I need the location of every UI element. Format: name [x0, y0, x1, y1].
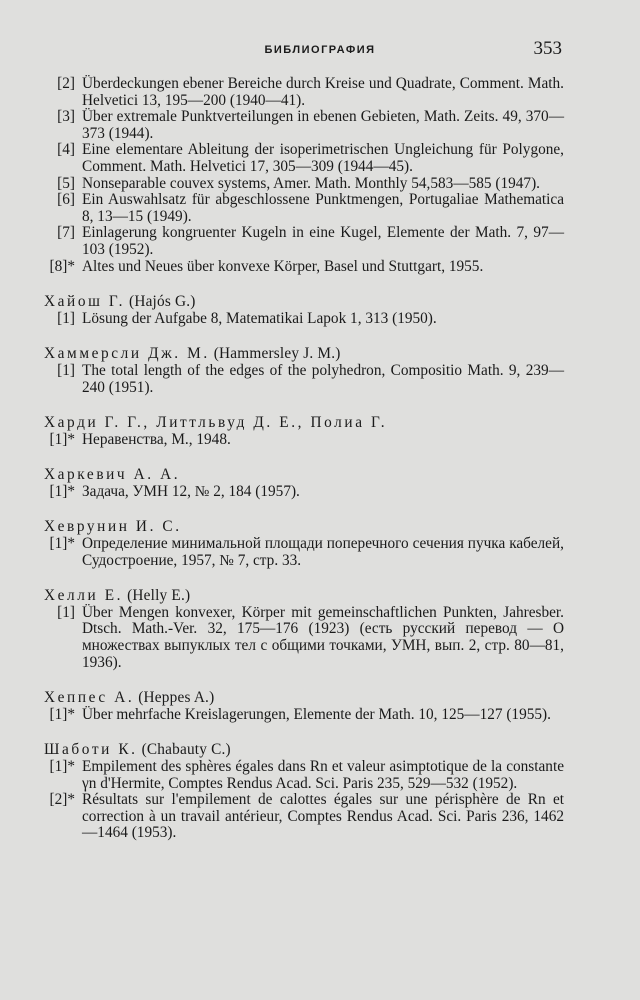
entry-text: Nonseparable couvex systems, Amer. Math. Monthly 54,583—585 (1947).: [82, 174, 540, 192]
author-name: [44, 742, 564, 759]
author-cyrillic: Хеврунин И. С.: [44, 518, 182, 536]
entry-ref: [2]*: [49, 791, 75, 809]
author-block: [44, 346, 564, 396]
author-name: [44, 519, 564, 536]
entry-ref: [7]: [57, 224, 75, 242]
bib-entry: [44, 192, 564, 225]
author-name: [44, 467, 564, 484]
author-cyrillic: Хайош Г.: [44, 293, 126, 311]
entry-text: Résultats sur l'empilement de calottes égales sur une périsphère de Rn et correction à un travail antérieur, Comptes Rendus Acad. Sci. Paris 236, 1462—1464 (1953).: [82, 791, 564, 842]
entry-ref: [1]*: [49, 482, 75, 500]
bib-entry: [44, 259, 564, 276]
bibliography-content: [44, 76, 564, 842]
author-name: [44, 294, 564, 311]
author-cyrillic: Харкевич А. А.: [44, 466, 181, 484]
entry-ref: [6]: [57, 191, 75, 209]
entry-ref: [4]: [57, 141, 75, 159]
entry-text: Lösung der Aufgabe 8, Matematikai Lapok 1, 313 (1950).: [82, 309, 437, 327]
author-name: [44, 346, 564, 363]
entry-text: Über extremale Punktverteilungen in ebenen Gebieten, Math. Zeits. 49, 370—373 (1944).: [82, 108, 564, 142]
entry-ref: [5]: [57, 174, 75, 192]
entry-ref: [1]: [57, 361, 75, 379]
author-block: [44, 415, 564, 448]
author-name: [44, 588, 564, 605]
author-cyrillic: Хаммерсли Дж. М.: [44, 345, 210, 363]
bib-entry: [44, 707, 564, 724]
continued-entry-list: [44, 76, 564, 275]
author-block: [44, 519, 564, 569]
bib-entry: [44, 225, 564, 258]
bib-entry: [44, 484, 564, 501]
bib-entry: [44, 536, 564, 569]
entry-ref: [1]: [57, 603, 75, 621]
author-block: [44, 294, 564, 327]
bib-entry: [44, 605, 564, 671]
entry-text: Ein Auswahlsatz für abgeschlossene Punktmengen, Portugaliae Mathematica 8, 13—15 (1949).: [82, 191, 564, 225]
author-cyrillic: Хелли Е.: [44, 587, 124, 605]
bib-entry: [44, 311, 564, 328]
author-cyrillic: Шаботи К.: [44, 741, 138, 759]
author-latin: (Hammersley J. M.): [213, 345, 341, 363]
page-number: 353: [533, 38, 562, 59]
entry-text: Über Mengen konvexer, Körper mit gemeinschaftlichen Punkten, Jahresber. Dtsch. Math.-Ver. 32, 175—176 (1923) (есть русский перевод — О множествах выпуклых тел с общими точками, УМН, вып. 2, стр. 80—81, 1936).: [82, 603, 564, 671]
entry-text: Empilement des sphères égales dans Rn et valeur asimptotique de la constante γn d'Hermite, Comptes Rendus Acad. Sci. Paris 235, 529—532 (1952).: [82, 758, 564, 792]
running-title: БИБЛИОГРАФИЯ: [264, 44, 376, 56]
entry-text: Неравенства, М., 1948.: [82, 430, 231, 448]
bib-entry: [44, 142, 564, 175]
author-latin: (Heppes A.): [138, 689, 215, 707]
entry-text: The total length of the edges of the polyhedron, Compositio Math. 9, 239—240 (1951).: [82, 361, 564, 396]
entry-text: Определение минимальной площади поперечного сечения пучка кабелей, Судостроение, 1957, № 7, стр. 33.: [82, 535, 564, 569]
author-latin: (Chabauty C.): [141, 741, 231, 759]
entry-text: Задача, УМН 12, № 2, 184 (1957).: [82, 482, 300, 500]
bib-entry: [44, 176, 564, 193]
author-block: [44, 742, 564, 842]
entry-ref: [1]: [57, 309, 75, 327]
entry-ref: [8]*: [49, 257, 75, 275]
author-latin: (Helly E.): [127, 587, 191, 605]
bib-entry: [44, 109, 564, 142]
bib-entry: [44, 759, 564, 792]
entry-text: Eine elementare Ableitung der isoperimetrischen Ungleichung für Polygone, Comment. Math. Helvetici 17, 305—309 (1944—45).: [82, 141, 564, 175]
entry-ref: [1]*: [49, 430, 75, 448]
bib-entry: [44, 792, 564, 842]
author-block: [44, 690, 564, 723]
author-block: [44, 467, 564, 500]
entry-text: Einlagerung kongruenter Kugeln in eine Kugel, Elemente der Math. 7, 97—103 (1952).: [82, 224, 564, 258]
entry-ref: [3]: [57, 108, 75, 126]
entry-ref: [1]*: [49, 758, 75, 775]
entry-text: Altes und Neues über konvexe Körper, Basel und Stuttgart, 1955.: [82, 257, 484, 275]
bib-entry: [44, 432, 564, 449]
entry-text: Überdeckungen ebener Bereiche durch Kreise und Quadrate, Comment. Math. Helvetici 13, 195—200 (1940—41).: [82, 75, 564, 109]
entry-ref: [1]*: [49, 705, 75, 723]
author-latin: (Hajós G.): [129, 293, 196, 311]
author-name: [44, 415, 564, 432]
author-block: [44, 588, 564, 671]
author-name: [44, 690, 564, 707]
entry-ref: [2]: [57, 75, 75, 92]
entry-text: Über mehrfache Kreislagerungen, Elemente der Math. 10, 125—127 (1955).: [82, 705, 551, 723]
entry-ref: [1]*: [49, 535, 75, 553]
bib-entry: [44, 363, 564, 396]
bib-entry: [44, 76, 564, 109]
author-cyrillic: Хеппес А.: [44, 689, 135, 707]
author-cyrillic: Харди Г. Г., Литтльвуд Д. Е., Полиа Г.: [44, 414, 388, 432]
